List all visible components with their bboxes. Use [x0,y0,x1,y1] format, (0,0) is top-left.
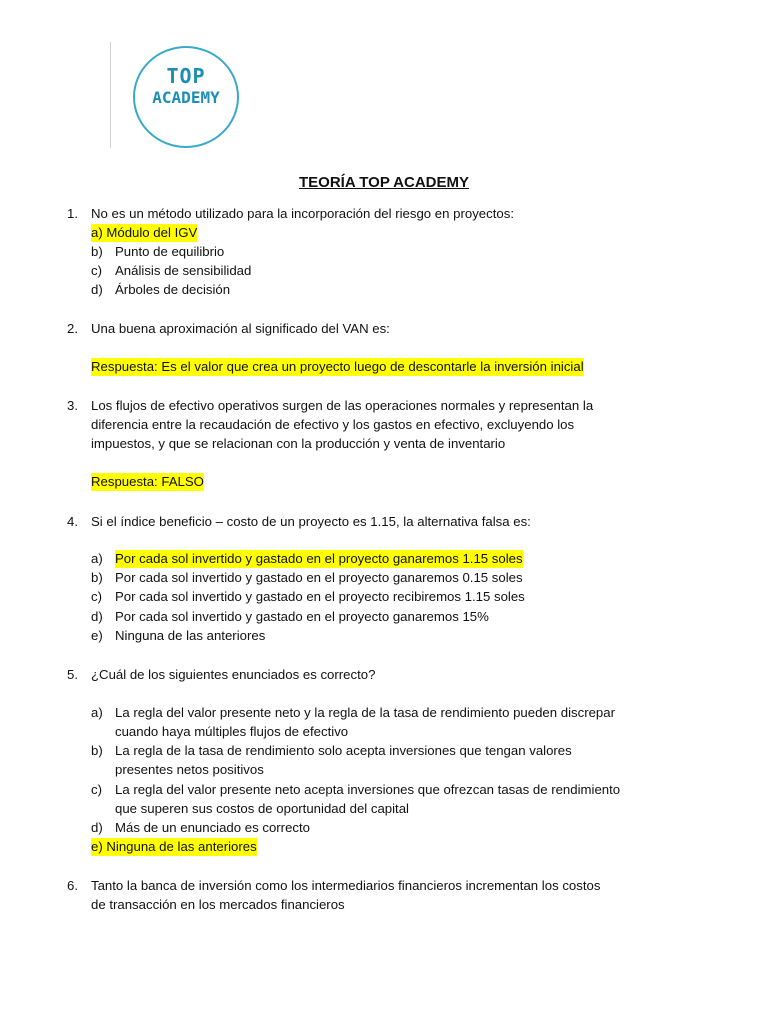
top-academy-logo [133,46,239,146]
q6-text-line-1: Tanto la banca de inversión como los intermediarios financieros incrementan los costos [91,878,601,893]
q4-number: 4. [67,514,78,529]
header-divider [110,42,111,148]
q4-option-d-label: d) [91,609,103,624]
q1-option-c: Análisis de sensibilidad [115,263,252,278]
q4-option-d: Por cada sol invertido y gastado en el proyecto ganaremos 15% [115,609,489,624]
q5-option-b-line-2: presentes netos positivos [115,762,264,777]
q2-number: 2. [67,321,78,336]
q5-option-a-label: a) [91,705,103,720]
q1-option-a-answer: a) Módulo del IGV [91,225,198,240]
q5-option-c-line-1: La regla del valor presente neto acepta inversiones que ofrezcan tasas de rendimiento [115,782,621,797]
q4-option-c: Por cada sol invertido y gastado en el proyecto recibiremos 1.15 soles [115,589,525,604]
q5-option-b-label: b) [91,743,103,758]
document-title: TEORÍA TOP ACADEMY [298,174,470,191]
q5-option-a-line-2: cuando haya múltiples flujos de efectivo [115,724,349,739]
q4-option-a-label: a) [91,551,103,566]
q4-option-e-label: e) [91,628,103,643]
q1-option-d-label: d) [91,282,103,297]
q1-option-d: Árboles de decisión [115,282,231,297]
logo-line-1: TOP [166,64,206,88]
q2-text: Una buena aproximación al significado del VAN es: [91,321,390,336]
q5-option-e-answer: e) Ninguna de las anteriores [91,839,257,854]
q3-number: 3. [67,398,78,413]
q5-option-a-line-1: La regla del valor presente neto y la regla de la tasa de rendimiento pueden discrepar [115,705,615,720]
q3-answer: Respuesta: FALSO [91,474,204,489]
q5-option-d-label: d) [91,820,103,835]
q5-option-b-line-1: La regla de la tasa de rendimiento solo acepta inversiones que tengan valores [115,743,572,758]
q3-text-line-3: impuestos, y que se relacionan con la producción y venta de inventario [91,436,506,451]
q5-text: ¿Cuál de los siguientes enunciados es correcto? [91,667,376,682]
q4-option-b-label: b) [91,570,103,585]
q6-text-line-2: de transacción en los mercados financieros [91,897,345,912]
q1-option-c-label: c) [91,263,102,278]
q4-option-b: Por cada sol invertido y gastado en el proyecto ganaremos 0.15 soles [115,570,523,585]
q1-option-b: Punto de equilibrio [115,244,225,259]
q4-option-e: Ninguna de las anteriores [115,628,266,643]
q3-text-line-1: Los flujos de efectivo operativos surgen de las operaciones normales y representan la [91,398,594,413]
q5-option-c-label: c) [91,782,102,797]
q4-option-c-label: c) [91,589,102,604]
q5-option-c-line-2: que superen sus costos de oportunidad del capital [115,801,409,816]
q5-number: 5. [67,667,78,682]
q2-answer: Respuesta: Es el valor que crea un proyecto luego de descontarle la inversión inicial [91,359,584,374]
q5-option-d: Más de un enunciado es correcto [115,820,310,835]
q6-number: 6. [67,878,78,893]
q1-text: No es un método utilizado para la incorporación del riesgo en proyectos: [91,206,514,221]
q1-option-b-label: b) [91,244,103,259]
q1-number: 1. [67,206,78,221]
logo-line-2: ACADEMY [152,88,220,107]
q4-option-a-answer: Por cada sol invertido y gastado en el proyecto ganaremos 1.15 soles [115,551,523,566]
q3-text-line-2: diferencia entre la recaudación de efectivo y los gastos en efectivo, excluyendo los [91,417,575,432]
q4-text: Si el índice beneficio – costo de un proyecto es 1.15, la alternativa falsa es: [91,514,531,529]
